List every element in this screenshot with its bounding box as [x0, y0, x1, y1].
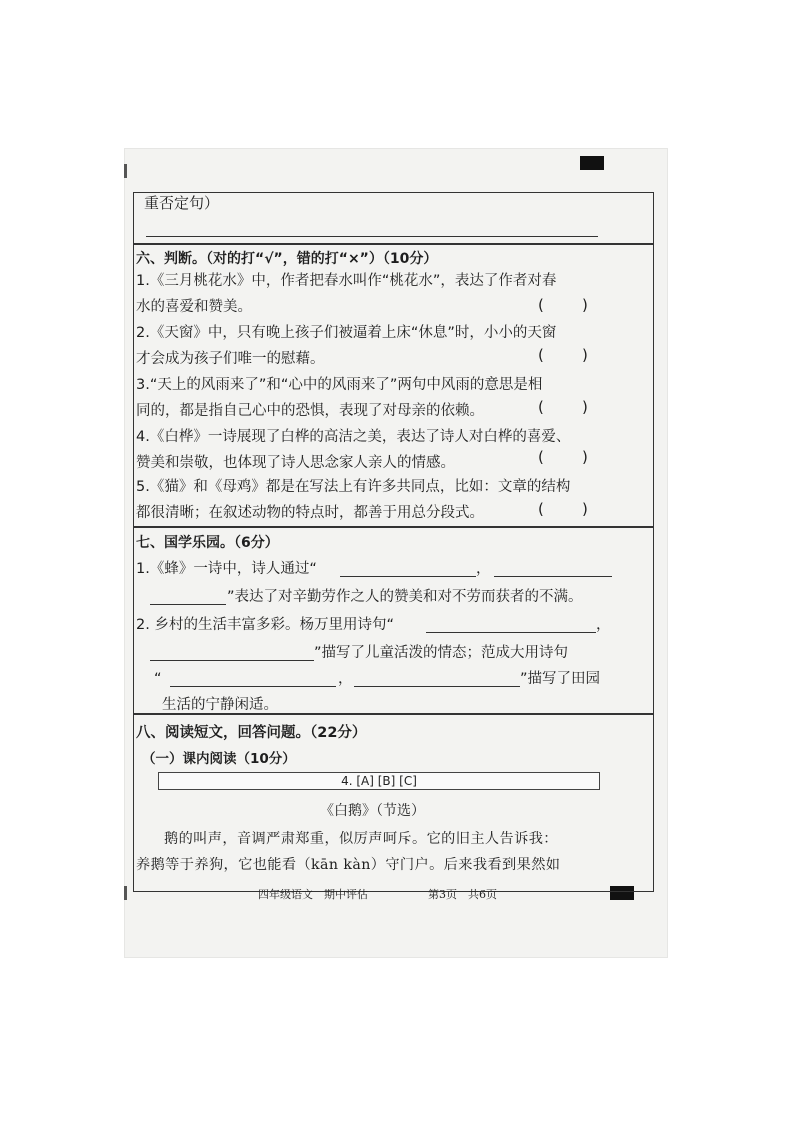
poem-q2-open-quote: “ [154, 671, 162, 687]
poem-q1-comma: ， [476, 561, 491, 577]
judge-item-3-answer[interactable]: ( ) [538, 398, 588, 416]
poem-q2-text-last: 生活的宁静闲适。 [162, 697, 278, 713]
judge-item-3-line2: 同的，都是指自己心中的恐惧，表现了对母亲的依赖。 [136, 403, 484, 419]
footer-subject: 四年级语文 期中评估 [258, 888, 368, 901]
poem-q1-blank-3[interactable] [150, 604, 226, 605]
judge-item-2-answer[interactable]: ( ) [538, 346, 588, 364]
answer-choice-box[interactable]: 4. [A] [B] [C] [158, 772, 600, 790]
judge-item-4-answer[interactable]: ( ) [538, 448, 588, 466]
carryover-text: 重否定句） [144, 194, 220, 212]
poem-q2-comma2: ， [338, 671, 353, 687]
poem-q2-text-mid: ”描写了儿童活泼的情态；范成大用诗句 [314, 645, 569, 661]
alignment-marker-top [580, 156, 604, 170]
judge-item-2-line2: 才会成为孩子们唯一的慰藉。 [136, 351, 325, 367]
left-edge-mark [124, 886, 127, 900]
carryover-answer-line[interactable] [146, 236, 598, 237]
judge-item-1-line1: 1.《三月桃花水》中，作者把春水叫作“桃花水”，表达了作者对春 [136, 273, 557, 289]
judge-item-4-line1: 4.《白桦》一诗展现了白桦的高洁之美，表达了诗人对白桦的喜爱、 [136, 429, 571, 445]
left-edge-mark [124, 164, 127, 178]
section6-title: 六、判断。（对的打“√”，错的打“×”）（10分） [136, 251, 438, 267]
poem-q1-text-end: ”表达了对辛勤劳作之人的赞美和对不劳而获者的不满。 [227, 589, 583, 605]
section8-subtitle: （一）课内阅读（10分） [142, 751, 296, 767]
poem-q2-text: 2. 乡村的生活丰富多彩。杨万里用诗句“ [136, 617, 394, 633]
poem-q2-blank-4[interactable] [354, 686, 520, 687]
poem-q1-blank-2[interactable] [494, 576, 612, 577]
judge-item-3-line1: 3.“天上的风雨来了”和“心中的风雨来了”两句中风雨的意思是相 [136, 377, 543, 393]
poem-q1-text: 1.《蜂》一诗中，诗人通过“ [136, 561, 317, 577]
passage-line-1: 鹅的叫声，音调严肃郑重，似厉声呵斥。它的旧主人告诉我： [164, 831, 558, 847]
exam-paper [124, 148, 668, 958]
judge-item-1-line2: 水的喜爱和赞美。 [136, 299, 252, 315]
footer-page-number: 第3页 共6页 [428, 888, 497, 901]
poem-q1-blank-1[interactable] [340, 576, 476, 577]
passage-title: 《白鹅》（节选） [320, 803, 425, 819]
judge-item-4-line2: 赞美和崇敬，也体现了诗人思念家人亲人的情感。 [136, 455, 455, 471]
poem-q2-blank-1[interactable] [426, 632, 596, 633]
judge-item-1-answer[interactable]: ( ) [538, 296, 588, 314]
poem-q2-blank-2[interactable] [150, 660, 314, 661]
section8-title: 八、阅读短文，回答问题。（22分） [136, 725, 367, 741]
judge-item-2-line1: 2.《天窗》中，只有晚上孩子们被逼着上床“休息”时，小小的天窗 [136, 325, 557, 341]
section7-title: 七、国学乐园。（6分） [136, 535, 279, 551]
passage-line-2: 养鹅等于养狗，它也能看（kān kàn）守门户。后来我看到果然如 [136, 857, 561, 873]
poem-q2-comma: ， [596, 617, 611, 633]
judge-item-5-line2: 都很清晰；在叙述动物的特点时，都善于用总分段式。 [136, 505, 484, 521]
poem-q2-text-end: ”描写了田园 [520, 671, 601, 687]
poem-q2-blank-3[interactable] [170, 686, 336, 687]
judge-item-5-answer[interactable]: ( ) [538, 500, 588, 518]
judge-item-5-line1: 5.《猫》和《母鸡》都是在写法上有许多共同点，比如：文章的结构 [136, 479, 571, 495]
